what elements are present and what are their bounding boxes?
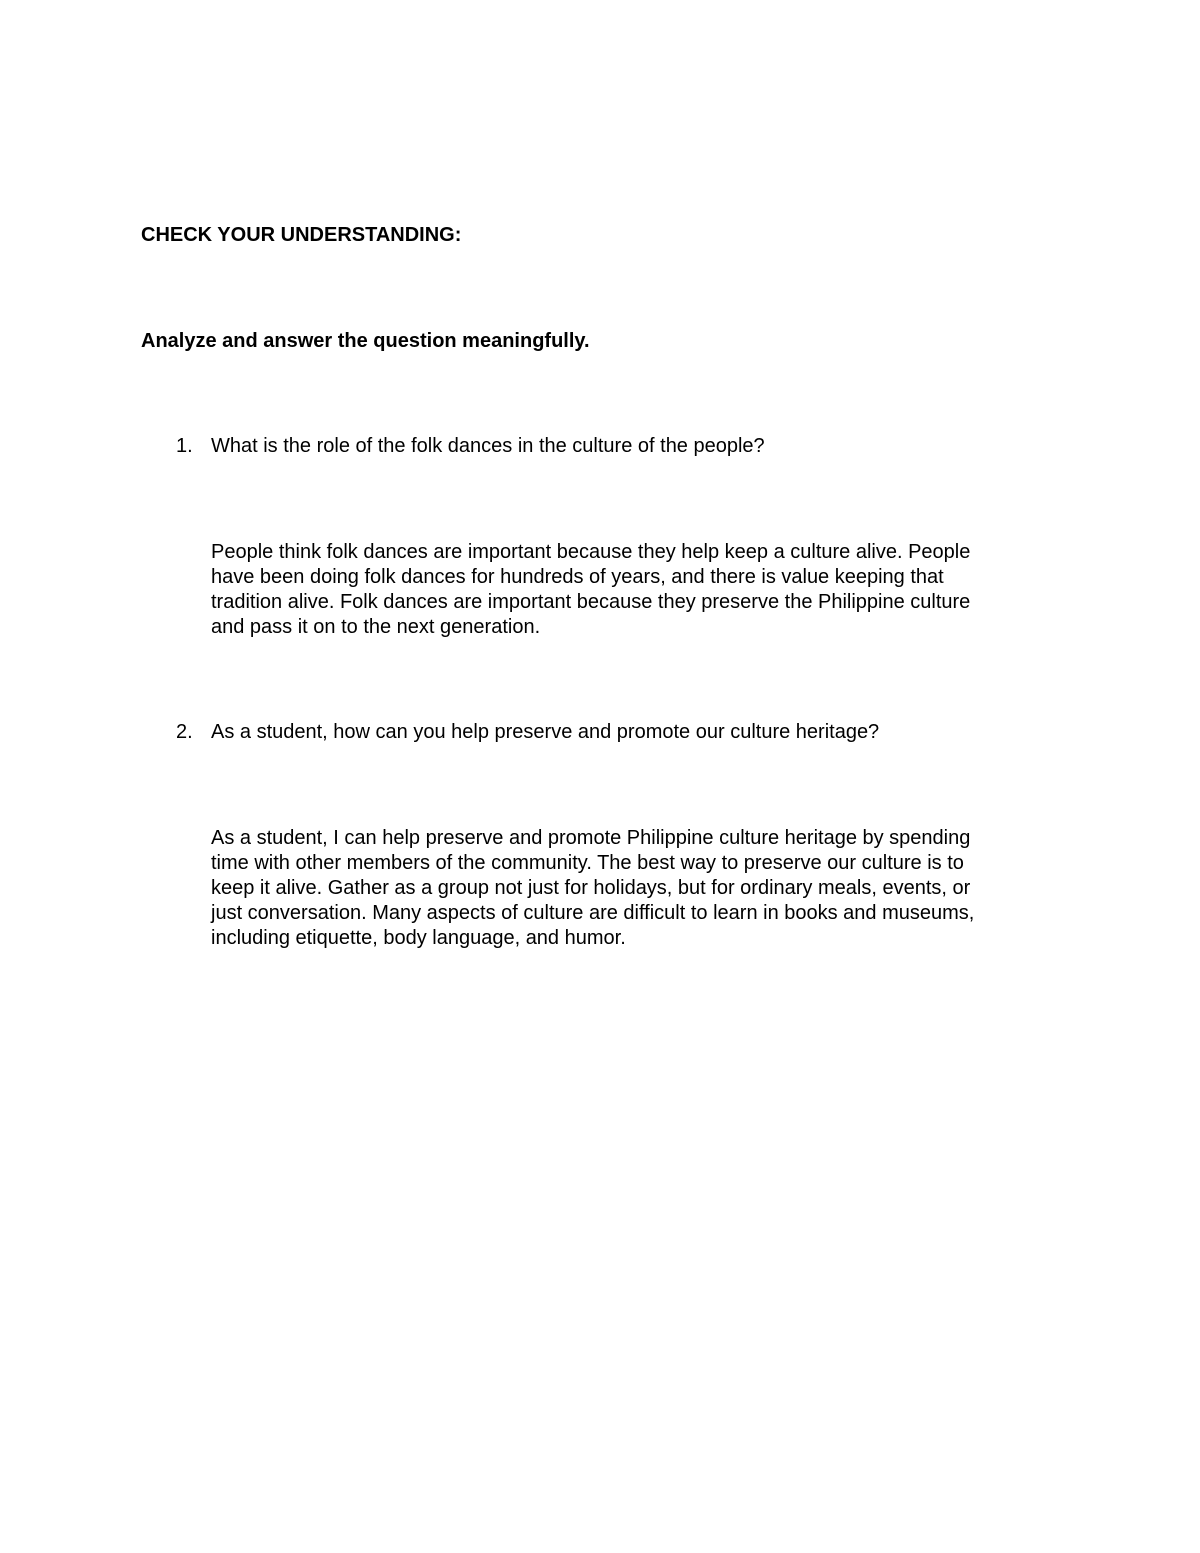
answer-1-line: have been doing folk dances for hundreds of years, and there is value keeping that	[211, 566, 944, 588]
answer-2-line: As a student, I can help preserve and promote Philippine culture heritage by spending	[211, 827, 971, 849]
instruction-text: Analyze and answer the question meaningfully.	[141, 330, 590, 352]
answer-1	[211, 540, 1061, 640]
question-1-number: 1.	[176, 435, 193, 457]
answer-2	[211, 826, 1061, 951]
page-heading: CHECK YOUR UNDERSTANDING:	[141, 224, 462, 246]
question-2	[176, 719, 879, 745]
question-2-number: 2.	[176, 721, 193, 743]
answer-2-line: keep it alive. Gather as a group not just for holidays, but for ordinary meals, events, or	[211, 877, 971, 899]
answer-2-line: including etiquette, body language, and humor.	[211, 927, 626, 949]
answer-1-line: and pass it on to the next generation.	[211, 616, 541, 638]
answer-1-line: People think folk dances are important because they help keep a culture alive. People	[211, 541, 971, 563]
question-2-text: As a student, how can you help preserve and promote our culture heritage?	[211, 721, 880, 743]
answer-2-line: time with other members of the community. The best way to preserve our culture is to	[211, 852, 964, 874]
answer-1-line: tradition alive. Folk dances are important because they preserve the Philippine culture	[211, 591, 971, 613]
question-1-text: What is the role of the folk dances in the culture of the people?	[211, 435, 765, 457]
question-1	[176, 433, 765, 459]
answer-2-line: just conversation. Many aspects of culture are difficult to learn in books and museums,	[211, 902, 975, 924]
